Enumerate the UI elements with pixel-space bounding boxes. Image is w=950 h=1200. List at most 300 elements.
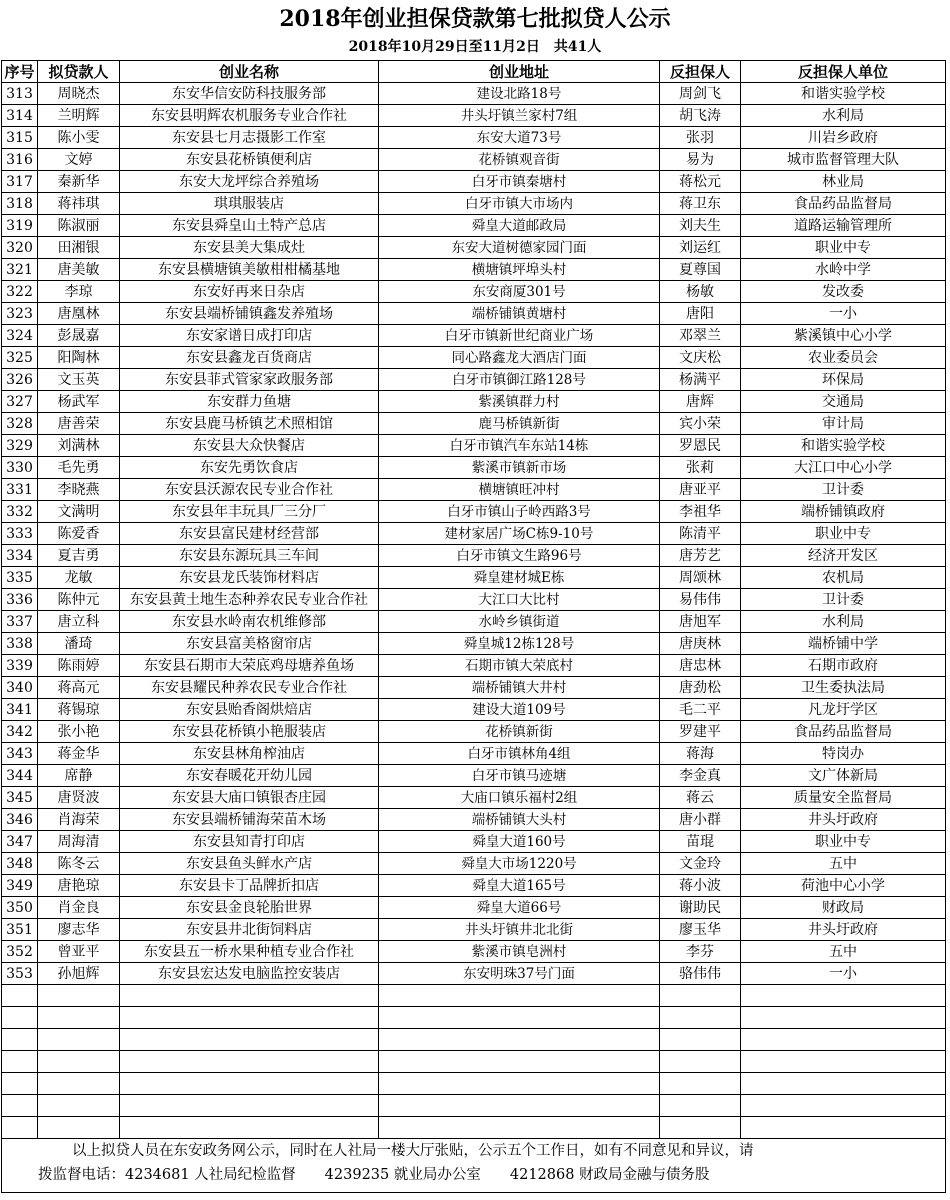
cell-business-name: 东安县菲式管家家政服务部 xyxy=(120,369,379,391)
cell-borrower: 潘琦 xyxy=(38,633,120,655)
cell-seq: 329 xyxy=(2,435,38,457)
table-row xyxy=(2,655,946,677)
cell-guarantor-unit: 职业中专 xyxy=(741,523,946,545)
cell-business-name: 东安县知青打印店 xyxy=(120,831,379,853)
cell-business-name: 东安家谱日成打印店 xyxy=(120,325,379,347)
cell-business-address: 花桥镇新街 xyxy=(379,721,660,743)
cell-business-address: 东安大道73号 xyxy=(379,127,660,149)
cell-guarantor: 廖玉华 xyxy=(660,919,741,941)
cell-business-name: 东安县花桥镇小艳服装店 xyxy=(120,721,379,743)
cell-guarantor: 刘夫生 xyxy=(660,215,741,237)
empty-cell xyxy=(38,1073,120,1095)
cell-borrower: 周海清 xyxy=(38,831,120,853)
cell-guarantor-unit: 城市监督管理大队 xyxy=(741,149,946,171)
cell-guarantor: 杨敏 xyxy=(660,281,741,303)
cell-borrower: 蒋金华 xyxy=(38,743,120,765)
cell-business-name: 琪琪服装店 xyxy=(120,193,379,215)
cell-business-address: 紫溪市镇新市场 xyxy=(379,457,660,479)
cell-borrower: 秦新华 xyxy=(38,171,120,193)
cell-seq: 343 xyxy=(2,743,38,765)
cell-borrower: 肖海荣 xyxy=(38,809,120,831)
cell-guarantor-unit: 道路运输管理所 xyxy=(741,215,946,237)
cell-guarantor-unit: 林业局 xyxy=(741,171,946,193)
cell-business-name: 东安县鑫龙百货商店 xyxy=(120,347,379,369)
empty-cell xyxy=(741,985,946,1007)
cell-business-name: 东安群力鱼塘 xyxy=(120,391,379,413)
cell-guarantor: 蒋小波 xyxy=(660,875,741,897)
cell-guarantor: 张莉 xyxy=(660,457,741,479)
empty-cell xyxy=(120,985,379,1007)
table-row xyxy=(2,391,946,413)
cell-business-name: 东安县富民建材经营部 xyxy=(120,523,379,545)
cell-seq: 320 xyxy=(2,237,38,259)
cell-guarantor-unit: 农业委员会 xyxy=(741,347,946,369)
cell-business-address: 白牙市镇马迹塘 xyxy=(379,765,660,787)
empty-cell xyxy=(741,1073,946,1095)
cell-borrower: 文玉英 xyxy=(38,369,120,391)
cell-business-address: 舜皇城12栋128号 xyxy=(379,633,660,655)
cell-borrower: 蒋高元 xyxy=(38,677,120,699)
empty-cell xyxy=(120,1073,379,1095)
empty-cell xyxy=(660,1029,741,1051)
cell-business-address: 舜皇大道66号 xyxy=(379,897,660,919)
cell-guarantor: 罗恩民 xyxy=(660,435,741,457)
cell-business-address: 同心路鑫龙大酒店门面 xyxy=(379,347,660,369)
cell-business-address: 井头圩镇井北北街 xyxy=(379,919,660,941)
cell-business-name: 东安县年丰玩具厂三分厂 xyxy=(120,501,379,523)
cell-borrower: 唐凰林 xyxy=(38,303,120,325)
empty-cell xyxy=(120,1029,379,1051)
cell-guarantor-unit: 审计局 xyxy=(741,413,946,435)
cell-borrower: 蒋祎琪 xyxy=(38,193,120,215)
cell-guarantor: 邓翠兰 xyxy=(660,325,741,347)
cell-borrower: 唐贤波 xyxy=(38,787,120,809)
cell-business-name: 东安春暖花开幼儿园 xyxy=(120,765,379,787)
cell-borrower: 田湘银 xyxy=(38,237,120,259)
empty-cell xyxy=(120,1007,379,1029)
cell-guarantor: 唐芳艺 xyxy=(660,545,741,567)
table-row xyxy=(2,721,946,743)
table-row xyxy=(2,171,946,193)
page-subtitle: 2018年10月29日至11月2日 共41人 xyxy=(348,39,602,55)
table-row xyxy=(2,479,946,501)
cell-guarantor: 蒋松元 xyxy=(660,171,741,193)
cell-guarantor-unit: 一小 xyxy=(741,963,946,985)
empty-cell xyxy=(379,1073,660,1095)
cell-business-address: 端桥铺镇大井村 xyxy=(379,677,660,699)
cell-borrower: 陈冬云 xyxy=(38,853,120,875)
cell-business-name: 东安县大众快餐店 xyxy=(120,435,379,457)
cell-business-name: 东安县鱼头鲜水产店 xyxy=(120,853,379,875)
cell-guarantor-unit: 端桥铺中学 xyxy=(741,633,946,655)
cell-business-address: 白牙市镇汽车东站14栋 xyxy=(379,435,660,457)
cell-guarantor-unit: 卫生委执法局 xyxy=(741,677,946,699)
cell-guarantor-unit: 水利局 xyxy=(741,105,946,127)
cell-business-address: 舜皇大道邮政局 xyxy=(379,215,660,237)
cell-borrower: 毛先勇 xyxy=(38,457,120,479)
cell-guarantor: 杨满平 xyxy=(660,369,741,391)
cell-borrower: 唐艳琼 xyxy=(38,875,120,897)
cell-business-address: 端桥铺镇大头村 xyxy=(379,809,660,831)
cell-guarantor: 罗建平 xyxy=(660,721,741,743)
cell-guarantor: 文金玲 xyxy=(660,853,741,875)
cell-seq: 342 xyxy=(2,721,38,743)
cell-business-address: 鹿马桥镇新街 xyxy=(379,413,660,435)
empty-row xyxy=(2,1051,946,1073)
cell-seq: 346 xyxy=(2,809,38,831)
cell-business-name: 东安县贻香阁烘焙店 xyxy=(120,699,379,721)
header-business-name: 创业名称 xyxy=(120,61,379,83)
cell-business-name: 东安县井北街饲料店 xyxy=(120,919,379,941)
cell-business-name: 东安县耀民种养农民专业合作社 xyxy=(120,677,379,699)
cell-borrower: 陈淑丽 xyxy=(38,215,120,237)
cell-business-name: 东安大龙坪综合养殖场 xyxy=(120,171,379,193)
cell-seq: 338 xyxy=(2,633,38,655)
cell-business-name: 东安县卡丁品牌折扣店 xyxy=(120,875,379,897)
cell-seq: 335 xyxy=(2,567,38,589)
cell-business-name: 东安先勇饮食店 xyxy=(120,457,379,479)
empty-cell xyxy=(38,1029,120,1051)
table-row xyxy=(2,875,946,897)
cell-business-name: 东安县金良轮胎世界 xyxy=(120,897,379,919)
table-row xyxy=(2,853,946,875)
empty-row xyxy=(2,985,946,1007)
cell-seq: 324 xyxy=(2,325,38,347)
cell-seq: 317 xyxy=(2,171,38,193)
cell-borrower: 唐美敏 xyxy=(38,259,120,281)
cell-business-name: 东安县东源玩具三车间 xyxy=(120,545,379,567)
cell-borrower: 杨武军 xyxy=(38,391,120,413)
cell-guarantor-unit: 发改委 xyxy=(741,281,946,303)
cell-guarantor: 刘运红 xyxy=(660,237,741,259)
cell-seq: 348 xyxy=(2,853,38,875)
cell-seq: 331 xyxy=(2,479,38,501)
cell-seq: 352 xyxy=(2,941,38,963)
cell-seq: 315 xyxy=(2,127,38,149)
cell-guarantor: 胡飞涛 xyxy=(660,105,741,127)
table-row xyxy=(2,369,946,391)
cell-seq: 341 xyxy=(2,699,38,721)
cell-borrower: 龙敏 xyxy=(38,567,120,589)
cell-business-address: 舜皇大道160号 xyxy=(379,831,660,853)
cell-guarantor-unit: 职业中专 xyxy=(741,237,946,259)
cell-business-name: 东安县美大集成灶 xyxy=(120,237,379,259)
cell-business-address: 东安大道树德家园门面 xyxy=(379,237,660,259)
cell-business-name: 东安县大庙口镇银杏庄园 xyxy=(120,787,379,809)
empty-cell xyxy=(2,985,38,1007)
cell-guarantor: 蒋云 xyxy=(660,787,741,809)
cell-seq: 321 xyxy=(2,259,38,281)
cell-seq: 327 xyxy=(2,391,38,413)
cell-business-name: 东安县鹿马桥镇艺术照相馆 xyxy=(120,413,379,435)
cell-seq: 322 xyxy=(2,281,38,303)
empty-cell xyxy=(379,1095,660,1117)
cell-guarantor: 易为 xyxy=(660,149,741,171)
cell-guarantor: 毛二平 xyxy=(660,699,741,721)
header-borrower: 拟贷款人 xyxy=(38,61,120,83)
table-header-row xyxy=(2,61,946,83)
cell-seq: 337 xyxy=(2,611,38,633)
table-row xyxy=(2,545,946,567)
cell-borrower: 兰明辉 xyxy=(38,105,120,127)
cell-guarantor-unit: 特岗办 xyxy=(741,743,946,765)
cell-business-address: 石期市镇大荣底村 xyxy=(379,655,660,677)
cell-borrower: 肖金良 xyxy=(38,897,120,919)
table-row xyxy=(2,765,946,787)
empty-cell xyxy=(2,1029,38,1051)
empty-cell xyxy=(379,1051,660,1073)
table-row xyxy=(2,963,946,985)
table-row xyxy=(2,611,946,633)
cell-borrower: 张小艳 xyxy=(38,721,120,743)
table-row xyxy=(2,699,946,721)
cell-guarantor-unit: 质量安全监督局 xyxy=(741,787,946,809)
table-row xyxy=(2,303,946,325)
cell-business-name: 东安县龙氏装饰材料店 xyxy=(120,567,379,589)
cell-guarantor-unit: 和谐实验学校 xyxy=(741,83,946,105)
footer-contacts: 拨监督电话：4234681 人社局纪检监督 4239235 就业局办公室 4212868 财政局金融与债务股 xyxy=(38,1167,710,1183)
cell-business-address: 水岭乡镇街道 xyxy=(379,611,660,633)
table-row xyxy=(2,501,946,523)
cell-seq: 332 xyxy=(2,501,38,523)
cell-guarantor-unit: 紫溪镇中心小学 xyxy=(741,325,946,347)
cell-guarantor: 唐辉 xyxy=(660,391,741,413)
cell-guarantor-unit: 交通局 xyxy=(741,391,946,413)
cell-guarantor-unit: 文广体新局 xyxy=(741,765,946,787)
cell-guarantor: 谢助民 xyxy=(660,897,741,919)
cell-business-address: 白牙市镇大市场内 xyxy=(379,193,660,215)
empty-cell xyxy=(660,1073,741,1095)
cell-guarantor: 唐劲松 xyxy=(660,677,741,699)
cell-guarantor-unit: 食品药品监督局 xyxy=(741,721,946,743)
cell-guarantor: 唐旭军 xyxy=(660,611,741,633)
table-row xyxy=(2,457,946,479)
table-row xyxy=(2,809,946,831)
cell-guarantor: 蒋卫东 xyxy=(660,193,741,215)
cell-business-name: 东安县花桥镇便利店 xyxy=(120,149,379,171)
cell-seq: 325 xyxy=(2,347,38,369)
cell-seq: 345 xyxy=(2,787,38,809)
cell-guarantor: 李祖华 xyxy=(660,501,741,523)
table-row xyxy=(2,347,946,369)
cell-guarantor-unit: 财政局 xyxy=(741,897,946,919)
cell-business-address: 横塘镇旺冲村 xyxy=(379,479,660,501)
cell-borrower: 席静 xyxy=(38,765,120,787)
cell-business-address: 舜皇建材城E栋 xyxy=(379,567,660,589)
cell-business-address: 建设大道109号 xyxy=(379,699,660,721)
cell-business-address: 建设北路18号 xyxy=(379,83,660,105)
cell-business-address: 大庙口镇乐福村2组 xyxy=(379,787,660,809)
table-row xyxy=(2,127,946,149)
cell-seq: 333 xyxy=(2,523,38,545)
cell-borrower: 夏吉勇 xyxy=(38,545,120,567)
cell-guarantor: 夏尊国 xyxy=(660,259,741,281)
empty-cell xyxy=(38,985,120,1007)
table-row xyxy=(2,259,946,281)
cell-seq: 340 xyxy=(2,677,38,699)
table-row xyxy=(2,523,946,545)
header-guarantor-unit: 反担保人单位 xyxy=(741,61,946,83)
cell-guarantor-unit: 卫计委 xyxy=(741,589,946,611)
cell-seq: 330 xyxy=(2,457,38,479)
cell-business-name: 东安好再来日杂店 xyxy=(120,281,379,303)
empty-row xyxy=(2,1073,946,1095)
empty-cell xyxy=(2,1073,38,1095)
cell-borrower: 文婷 xyxy=(38,149,120,171)
cell-seq: 349 xyxy=(2,875,38,897)
cell-seq: 323 xyxy=(2,303,38,325)
cell-business-address: 白牙市镇御江路128号 xyxy=(379,369,660,391)
cell-guarantor-unit: 川岩乡政府 xyxy=(741,127,946,149)
cell-guarantor-unit: 井头圩政府 xyxy=(741,809,946,831)
cell-borrower: 周晓杰 xyxy=(38,83,120,105)
empty-cell xyxy=(741,1095,946,1117)
cell-guarantor-unit: 卫计委 xyxy=(741,479,946,501)
cell-seq: 351 xyxy=(2,919,38,941)
empty-row xyxy=(2,1029,946,1051)
cell-seq: 316 xyxy=(2,149,38,171)
cell-guarantor: 唐忠林 xyxy=(660,655,741,677)
cell-guarantor: 陈清平 xyxy=(660,523,741,545)
cell-seq: 344 xyxy=(2,765,38,787)
cell-guarantor-unit: 职业中专 xyxy=(741,831,946,853)
table-row xyxy=(2,237,946,259)
cell-business-name: 东安华信安防科技服务部 xyxy=(120,83,379,105)
empty-cell xyxy=(660,1007,741,1029)
cell-business-address: 白牙市镇文生路96号 xyxy=(379,545,660,567)
header-guarantor: 反担保人 xyxy=(660,61,741,83)
cell-seq: 318 xyxy=(2,193,38,215)
cell-borrower: 陈仲元 xyxy=(38,589,120,611)
table-row xyxy=(2,325,946,347)
table-row xyxy=(2,787,946,809)
cell-guarantor-unit: 凡龙圩学区 xyxy=(741,699,946,721)
empty-cell xyxy=(741,1029,946,1051)
table-row xyxy=(2,919,946,941)
empty-cell xyxy=(379,985,660,1007)
cell-guarantor-unit: 农机局 xyxy=(741,567,946,589)
table-row xyxy=(2,149,946,171)
cell-borrower: 文满明 xyxy=(38,501,120,523)
table-row xyxy=(2,105,946,127)
cell-seq: 339 xyxy=(2,655,38,677)
cell-guarantor: 蒋海 xyxy=(660,743,741,765)
empty-cell xyxy=(38,1051,120,1073)
cell-seq: 353 xyxy=(2,963,38,985)
cell-business-name: 东安县横塘镇美敏柑柑橘基地 xyxy=(120,259,379,281)
table-row xyxy=(2,435,946,457)
empty-cell xyxy=(379,1007,660,1029)
cell-business-address: 紫溪镇群力村 xyxy=(379,391,660,413)
table-row xyxy=(2,831,946,853)
cell-business-address: 井头圩镇兰家村7组 xyxy=(379,105,660,127)
cell-borrower: 刘满林 xyxy=(38,435,120,457)
cell-guarantor-unit: 和谐实验学校 xyxy=(741,435,946,457)
cell-business-name: 东安县黄土地生态种养农民专业合作社 xyxy=(120,589,379,611)
table-row xyxy=(2,567,946,589)
cell-business-name: 东安县明辉农机服务专业合作社 xyxy=(120,105,379,127)
cell-business-name: 东安县端桥铺镇鑫发养殖场 xyxy=(120,303,379,325)
empty-cell xyxy=(38,1095,120,1117)
empty-row xyxy=(2,1095,946,1117)
cell-borrower: 彭晟嘉 xyxy=(38,325,120,347)
cell-borrower: 廖志华 xyxy=(38,919,120,941)
table-row xyxy=(2,633,946,655)
cell-business-address: 大江口大比村 xyxy=(379,589,660,611)
cell-business-address: 舜皇大市场1220号 xyxy=(379,853,660,875)
cell-business-name: 东安县舜皇山土特产总店 xyxy=(120,215,379,237)
cell-guarantor-unit: 荷池中心小学 xyxy=(741,875,946,897)
cell-business-name: 东安县宏达发电脑监控安装店 xyxy=(120,963,379,985)
cell-borrower: 唐善荣 xyxy=(38,413,120,435)
table-row xyxy=(2,413,946,435)
empty-cell xyxy=(741,1007,946,1029)
cell-guarantor: 周颂林 xyxy=(660,567,741,589)
empty-cell xyxy=(379,1029,660,1051)
cell-guarantor-unit: 大江口中心小学 xyxy=(741,457,946,479)
cell-business-name: 东安县五一桥水果种植专业合作社 xyxy=(120,941,379,963)
cell-borrower: 陈小雯 xyxy=(38,127,120,149)
empty-cell xyxy=(2,1051,38,1073)
cell-guarantor-unit: 端桥铺镇政府 xyxy=(741,501,946,523)
cell-borrower: 李琼 xyxy=(38,281,120,303)
cell-seq: 350 xyxy=(2,897,38,919)
footer-notice: 以上拟贷人员在东安政务网公示，同时在人社局一楼大厅张贴，公示五个工作日，如有不同意见和异议，请 xyxy=(72,1143,754,1159)
cell-guarantor-unit: 石期市政府 xyxy=(741,655,946,677)
table-row xyxy=(2,743,946,765)
cell-business-address: 白牙市镇山子岭西路3号 xyxy=(379,501,660,523)
table-row xyxy=(2,897,946,919)
cell-business-address: 端桥铺镇黄塘村 xyxy=(379,303,660,325)
cell-borrower: 曾亚平 xyxy=(38,941,120,963)
cell-business-name: 东安县林角榨油店 xyxy=(120,743,379,765)
cell-business-address: 白牙市镇林角4组 xyxy=(379,743,660,765)
cell-seq: 347 xyxy=(2,831,38,853)
cell-business-name: 东安县水岭南农机维修部 xyxy=(120,611,379,633)
cell-guarantor: 文庆松 xyxy=(660,347,741,369)
table-row xyxy=(2,677,946,699)
cell-seq: 319 xyxy=(2,215,38,237)
cell-business-address: 建材家居广场C栋9-10号 xyxy=(379,523,660,545)
cell-borrower: 陈雨婷 xyxy=(38,655,120,677)
cell-seq: 314 xyxy=(2,105,38,127)
cell-guarantor-unit: 食品药品监督局 xyxy=(741,193,946,215)
cell-guarantor: 易伟伟 xyxy=(660,589,741,611)
table-row xyxy=(2,215,946,237)
cell-business-name: 东安县富美格窗帘店 xyxy=(120,633,379,655)
cell-borrower: 陈爱香 xyxy=(38,523,120,545)
header-seq: 序号 xyxy=(2,61,38,83)
cell-guarantor: 唐阳 xyxy=(660,303,741,325)
empty-cell xyxy=(741,1051,946,1073)
cell-business-name: 东安县石期市大荣底鸡母塘养鱼场 xyxy=(120,655,379,677)
cell-guarantor: 唐小群 xyxy=(660,809,741,831)
cell-guarantor-unit: 五中 xyxy=(741,853,946,875)
cell-guarantor: 骆伟伟 xyxy=(660,963,741,985)
cell-business-name: 东安县七月志摄影工作室 xyxy=(120,127,379,149)
cell-guarantor-unit: 水利局 xyxy=(741,611,946,633)
cell-business-address: 横塘镇坪埠头村 xyxy=(379,259,660,281)
cell-guarantor-unit: 井头圩政府 xyxy=(741,919,946,941)
cell-seq: 328 xyxy=(2,413,38,435)
cell-guarantor-unit: 环保局 xyxy=(741,369,946,391)
cell-seq: 326 xyxy=(2,369,38,391)
cell-business-address: 花桥镇观音街 xyxy=(379,149,660,171)
cell-business-name: 东安县沃源农民专业合作社 xyxy=(120,479,379,501)
cell-business-address: 东安明珠37号门面 xyxy=(379,963,660,985)
loan-table xyxy=(1,60,946,1139)
cell-guarantor-unit: 五中 xyxy=(741,941,946,963)
